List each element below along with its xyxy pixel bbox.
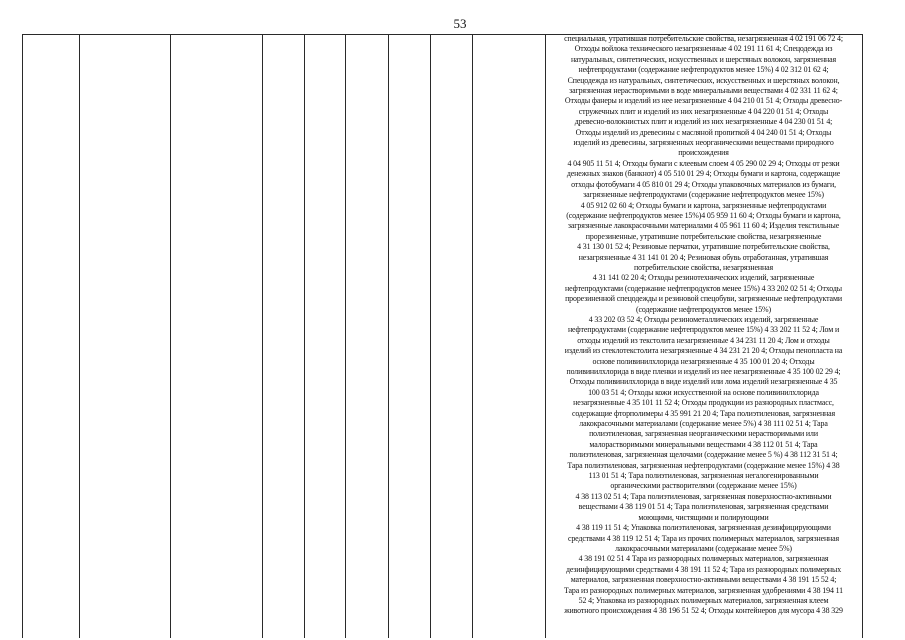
waste-list-line: 52 4; Упаковка из разнородных полимерных материалов, загрязненная клеем [578, 595, 829, 605]
waste-list-line: 4 31 130 01 52 4; Резиновые перчатки, утратившие потребительские свойства, [577, 242, 830, 252]
waste-types-cell [546, 34, 861, 638]
waste-list-line: происхождения [678, 148, 729, 158]
waste-list-line: 4 38 113 02 51 4; Тара полиэтиленовая, загрязненная поверхностно-активными [575, 491, 832, 501]
waste-list-line: Спецодежда из натуральных, синтетических, искусственных и шерстяных волокон, [567, 75, 840, 85]
waste-list-line: 4 04 905 11 51 4; Отходы бумаги с клеевым слоем 4 05 290 02 29 4; Отходы от резки [567, 158, 840, 168]
waste-list-line: изделий из стеклотекстолита незагрязненные 4 34 231 21 20 4; Отходы пенопласта на [564, 346, 843, 356]
waste-list-line: загрязненные лакокрасочными материалами 4 05 961 11 60 4; Изделия текстильные [567, 221, 840, 231]
waste-list-line: лакокрасочными материалами (содержание менее 5%) 4 38 111 02 51 4; Тара [579, 419, 828, 429]
column-border-9 [472, 34, 473, 638]
waste-list-line: Отходы войлока технического незагрязненные 4 02 191 11 61 4; Спецодежда из [574, 44, 833, 54]
waste-list-line: нефтепродуктами (содержание нефтепродуктов менее 15%) 4 02 312 01 62 4; [578, 65, 829, 75]
waste-list-line: дезинфицирующими средствами 4 38 191 11 52 4; Тара из разнородных полимерных [565, 564, 842, 574]
waste-list-line: моющими, чистящими и полирующими [638, 512, 769, 522]
waste-list-line: веществами 4 38 119 01 51 4; Тара полиэтиленовая, загрязненная средствами [578, 502, 829, 512]
waste-list-line: нефтепродуктами (содержание нефтепродуктов менее 15%) 4 33 202 11 52 4; Лом и [567, 325, 840, 335]
column-border-3 [170, 34, 171, 638]
waste-list-line: (содержание нефтепродуктов менее 15%)4 05 959 11 60 4; Отходы бумаги и картона, [566, 210, 841, 220]
waste-list-line: полиэтиленовая, загрязненная щелочами (содержание менее 5 %) 4 38 112 31 51 4; [569, 450, 838, 460]
waste-list-line: основе поливинилхлорида незагрязненные 4 35 100 01 20 4; Отходы [592, 356, 815, 366]
waste-list-line: потребительские свойства, незагрязненная [633, 262, 774, 272]
waste-list-line: материалов, загрязненная поверхностно-активными веществами 4 38 191 15 52 4; [570, 575, 837, 585]
waste-list-line: малорастворимыми минеральными веществами 4 38 112 01 51 4; Тара [589, 439, 818, 449]
waste-list-line: стружечных плит и изделий из них незагрязненные 4 04 220 01 51 4; Отходы [578, 106, 829, 116]
waste-list-line: отходы фотобумаги 4 05 810 01 29 4; Отходы упаковочных материалов из бумаги, [571, 179, 836, 189]
waste-list-line: 4 05 912 02 60 4; Отходы бумаги и картона, загрязненные нефтепродуктами [580, 200, 827, 210]
waste-list-line: Тара из разнородных полимерных материалов, загрязненная удобрениями 4 38 194 11 [564, 585, 843, 595]
waste-list-line: 4 31 141 02 20 4; Отходы резинотехнических изделий, загрязненные [592, 273, 815, 283]
waste-list-line: специальная, утратившая потребительские свойства, незагрязненная 4 02 191 06 72 4; [564, 34, 843, 43]
waste-list-line: Отходы фанеры и изделий из нее незагрязненные 4 04 210 01 51 4; Отходы древесно- [564, 96, 843, 106]
waste-list-line: прорезиненные, утратившие потребительские свойства, незагрязненные [585, 231, 822, 241]
waste-list-line: средствами 4 38 119 12 51 4; Тара из прочих полимерных материалов, загрязненная [567, 533, 840, 543]
waste-list-line: изделий из древесины, загрязненных неорганическими веществами природного [573, 138, 834, 148]
waste-list-line: (содержание нефтепродуктов менее 15%) [636, 304, 771, 314]
column-border-1 [22, 34, 23, 638]
column-border-7 [388, 34, 389, 638]
waste-list-line: Отходы поливинилхлорида в виде изделий или лома изделий незагрязненные 4 35 [569, 377, 838, 387]
column-border-5 [304, 34, 305, 638]
waste-list-line: древесно-волокнистых плит и изделий из них незагрязненные 4 04 230 01 51 4; [574, 117, 833, 127]
waste-list-line: 100 03 51 4; Отходы кожи искусственной на основе поливинилхлорида [588, 387, 819, 397]
waste-list-line: 4 38 191 02 51 4 Тара из разнородных полимерных материалов, загрязненная [578, 554, 829, 564]
page-number: 53 [453, 16, 467, 31]
waste-list-line: незагрязненные 4 35 101 11 52 4; Отходы продукции из разнородных пластмасс, [573, 398, 834, 408]
column-border-2 [79, 34, 80, 638]
waste-list-line: Тара полиэтиленовая, загрязненная нефтепродуктами (содержание менее 15%) 4 38 [567, 460, 840, 470]
waste-list-line: животного происхождения 4 38 196 51 52 4; Отходы контейнеров для мусора 4 38 329 [564, 606, 843, 616]
waste-list-line: лакокрасочными материалами (содержание менее 5%) [615, 543, 792, 553]
column-border-8 [430, 34, 431, 638]
waste-list-line: 4 38 119 11 51 4; Упаковка полиэтиленовая, загрязненная дезинфицирующими [576, 523, 831, 533]
waste-list-line: отходы изделий из текстолита незагрязненные 4 34 231 11 20 4; Лом и отходы [577, 335, 830, 345]
license-table [0, 34, 905, 640]
column-border-11 [862, 34, 863, 638]
waste-list-line: полиэтиленовая, загрязненная неорганическими нерастворимыми или [589, 429, 818, 439]
waste-list-line: денежных знаков (банкнот) 4 05 510 01 29 4; Отходы бумаги и картона, содержащие [566, 169, 841, 179]
waste-list-line: содержащие фторполимеры 4 35 991 21 20 4; Тара полиэтиленовая, загрязненная [571, 408, 836, 418]
waste-list-line: нефтепродуктами (содержание нефтепродуктов менее 15%) 4 33 202 02 51 4; Отходы [565, 283, 842, 293]
waste-list-line: 113 01 51 4; Тара полиэтиленовая, загрязненная негалогенированными [588, 471, 819, 481]
waste-list-line: поливинилхлорида в виде пленки и изделий из нее незагрязненные 4 35 100 02 29 4; [566, 367, 841, 376]
column-border-6 [345, 34, 346, 638]
column-border-4 [262, 34, 263, 638]
waste-list-line: прорезиненной спецодежды и резиновой спецобуви, загрязненные нефтепродуктами [565, 294, 842, 304]
waste-list-line: загрязненные нефтепродуктами (содержание нефтепродуктов менее 15%) [583, 190, 824, 200]
waste-list-line: органическими растворителями (содержание менее 15%) [610, 481, 797, 491]
waste-list-line: натуральных, синтетических, искусственных и шерстяных волокон, загрязненная [570, 54, 837, 64]
waste-list-line: незагрязненные 4 31 141 01 20 4; Резиновая обувь отработанная, утратившая [578, 252, 829, 262]
waste-list-line: загрязненная нерастворимыми в воде минеральными веществами 4 02 331 11 62 4; [569, 86, 838, 96]
waste-list-line: Отходы изделий из древесины с масляной пропиткой 4 04 240 01 51 4; Отходы [575, 127, 832, 137]
waste-list-line: 4 33 202 03 52 4; Отходы резинометаллических изделий, загрязненные [588, 314, 819, 324]
